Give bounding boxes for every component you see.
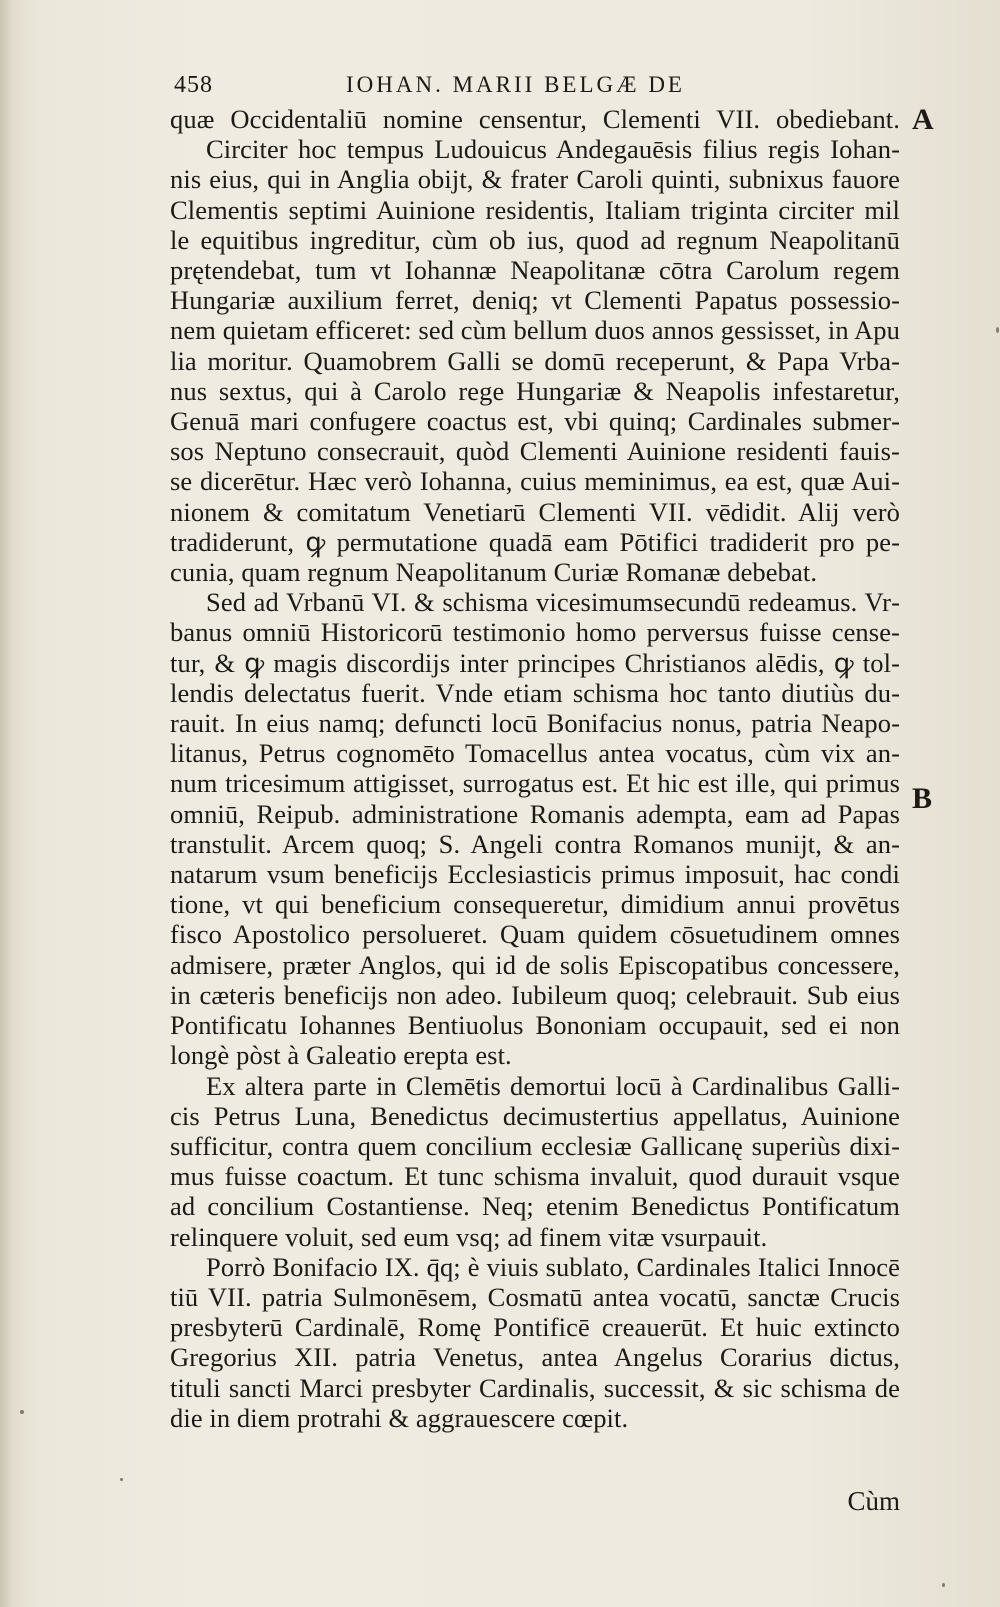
text-line: longè pòst à Galeatio erepta est.: [170, 1040, 512, 1071]
text-line: admisere, præter Anglos, qui id de solis Episcopatibus concessere,: [170, 949, 900, 980]
ink-speck: [20, 1410, 24, 1414]
text-line: tione, vt qui beneficium consequeretur, dimidium annui provētus: [170, 889, 900, 920]
text-line: die in diem protrahi & aggrauescere cœpit.: [170, 1402, 629, 1433]
text-line: litanus, Petrus cognomēto Tomacellus antea vocatus, cùm vix an‑: [170, 738, 900, 769]
text-line: Hungariæ auxilium ferret, deniq; vt Clementi Papatus possessio‑: [170, 285, 900, 316]
text-line: relinquere voluit, sed eum vsq; ad finem vitæ vsurpauit.: [170, 1221, 768, 1252]
text-line: mus fuisse coactum. Et tunc schisma invaluit, quod durauit vsque: [170, 1161, 900, 1192]
text-line: presbyterū Cardinalē, Romę Pontificē creauerūt. Et huic extincto: [170, 1312, 900, 1343]
text-line: fisco Apostolico persolueret. Quam quidem cōsuetudinem omnes: [170, 919, 900, 950]
text-line: Clementis septimi Auinione residentis, Italiam triginta circiter mil: [170, 194, 900, 225]
text-line: nus sextus, qui à Carolo rege Hungariæ & Neapolis infestaretur,: [170, 375, 900, 406]
text-line: rauit. In eius namq; defuncti locū Bonifacius nonus, patria Neapo‑: [170, 708, 900, 739]
text-line: prętendebat, tum vt Iohannæ Neapolitanæ cōtra Carolum regem: [170, 255, 900, 286]
running-title: IOHAN. MARII BELGÆ DE: [346, 72, 685, 97]
text-line: tur, & ꝙ magis discordijs inter principes Christianos alēdis, ꝙ tol‑: [170, 647, 900, 678]
text-line: sos Neptuno consecrauit, quòd Clementi Auinione residenti fauis‑: [170, 436, 900, 467]
text-line: tiū VII. patria Sulmonēsem, Cosmatū antea vocatū, sanctæ Crucis: [170, 1281, 900, 1312]
margin-letter-b: B: [912, 782, 933, 815]
ink-speck: [996, 327, 999, 333]
text-line: tituli sancti Marci presbyter Cardinalis, successit, & sic schisma de: [170, 1372, 900, 1403]
margin-letter-a: A: [912, 103, 934, 136]
text-line: Ex altera parte in Clemētis demortui locū à Cardinalibus Galli‑: [206, 1070, 900, 1101]
ink-speck: [942, 1583, 945, 1587]
text-line: sufficitur, contra quem concilium ecclesiæ Gallicanę superiùs dixi‑: [170, 1130, 900, 1161]
text-line: nis eius, qui in Anglia obijt, & frater Caroli quinti, subnixus fauore: [170, 164, 900, 195]
text-line: Circiter hoc tempus Ludouicus Andegauēsis filius regis Iohan‑: [206, 134, 900, 165]
body-text: [170, 104, 900, 1433]
text-line: natarum vsum beneficijs Ecclesiasticis primus imposuit, hac condi: [170, 859, 900, 890]
text-line: lendis delectatus fuerit. Vnde etiam schisma hoc tanto diutiùs du‑: [170, 677, 900, 708]
text-line: Gregorius XII. patria Venetus, antea Angelus Corarius dictus,: [170, 1342, 900, 1373]
text-line: quæ Occidentaliū nomine censentur, Clementi VII. obediebant.: [170, 104, 900, 134]
text-line: tradiderunt, ꝙ permutatione quadā eam Pōtifici tradiderit pro pe‑: [170, 526, 900, 557]
text-line: ad concilium Costantiense. Neq; etenim Benedictus Pontificatum: [170, 1191, 900, 1222]
text-line: banus omniū Historicorū testimonio homo perversus fuisse cense‑: [170, 617, 900, 648]
text-line: num tricesimum attigisset, surrogatus est. Et hic est ille, qui primus: [170, 768, 900, 799]
gutter-shadow: [0, 0, 12, 1607]
text-line: nionem & comitatum Venetiarū Clementi VII. vēdidit. Alij verò: [170, 496, 900, 527]
text-line: se dicerētur. Hæc verò Iohanna, cuius meminimus, ea est, quæ Aui‑: [170, 466, 900, 497]
text-line: cunia, quam regnum Neapolitanum Curiæ Romanæ debebat.: [170, 557, 818, 588]
text-line: in cæteris beneficijs non adeo. Iubileum quoq; celebrauit. Sub eius: [170, 979, 900, 1010]
text-line: Porrò Bonifacio IX. q̄q; è viuis sublato, Cardinales Italici Innocē: [206, 1251, 900, 1282]
page-header: [174, 68, 734, 104]
text-line: Pontificatu Iohannes Bentiuolus Bononiam occupauit, sed ei non: [170, 1010, 900, 1041]
text-line: Sed ad Vrbanū VI. & schisma vicesimumsecundū redeamus. Vr‑: [206, 587, 900, 618]
text-line: Genuā mari confugere coactus est, vbi quinq; Cardinales submer‑: [170, 406, 900, 437]
folio-number: 458: [174, 72, 213, 98]
text-line: le equitibus ingreditur, cùm ob ius, quod ad regnum Neapolitanū: [170, 224, 900, 255]
text-line: lia moritur. Quamobrem Galli se domū receperunt, & Papa Vrba‑: [170, 345, 900, 376]
text-line: transtulit. Arcem quoq; S. Angeli contra Romanos munijt, & an‑: [170, 828, 900, 859]
catchword: Cùm: [847, 1486, 900, 1516]
text-line: cis Petrus Luna, Benedictus decimustertius appellatus, Auinione: [170, 1100, 900, 1131]
ink-speck: [120, 1478, 123, 1481]
text-line: omniū, Reipub. administratione Romanis adempta, eam ad Papas: [170, 798, 900, 829]
text-line: nem quietam efficeret: sed cùm bellum duos annos gessisset, in Apu: [170, 315, 900, 346]
